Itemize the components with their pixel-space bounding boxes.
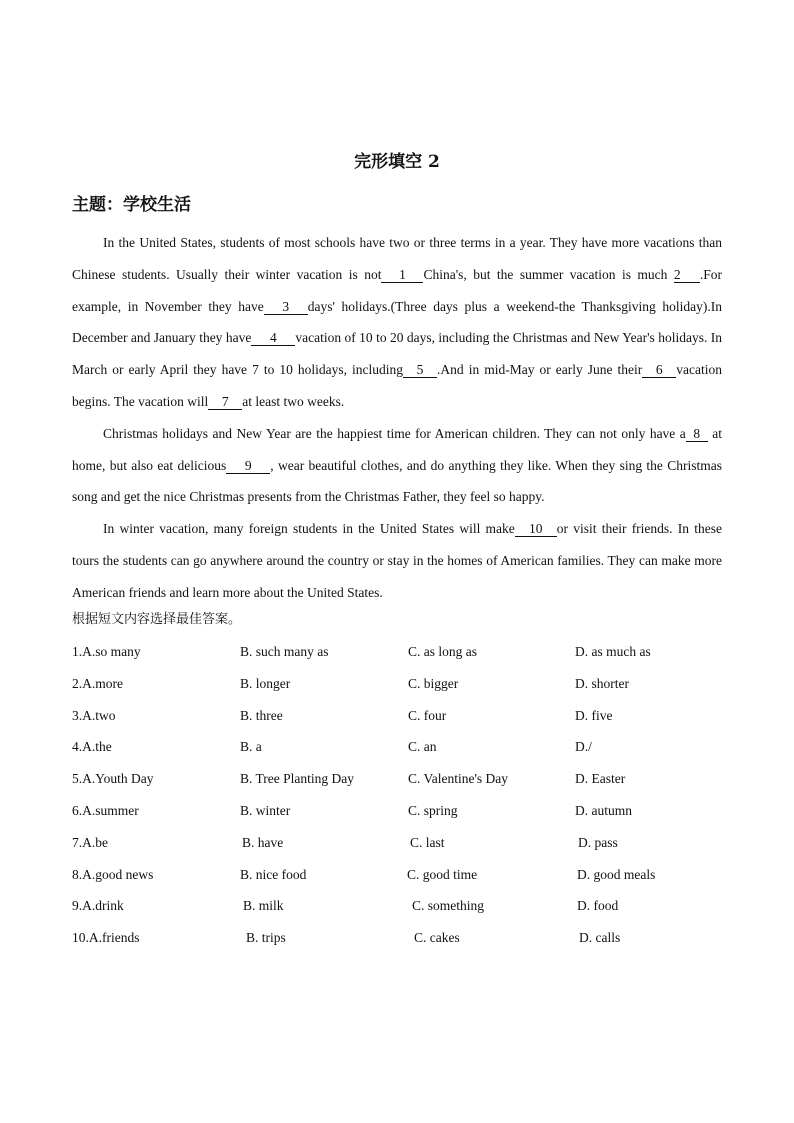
- passage: [72, 227, 722, 609]
- blank-3: 3: [264, 300, 308, 315]
- option-c: C. as long as: [408, 644, 477, 659]
- blank-5: 5: [403, 363, 437, 378]
- page-title: 完形填空 2: [354, 152, 440, 172]
- blank-8: 8: [686, 427, 708, 442]
- option-d: D. good meals: [577, 866, 656, 882]
- option-b: B. a: [240, 739, 262, 755]
- option-b: B. trips: [246, 930, 286, 946]
- instruction: 根据短文内容选择最佳答案。: [72, 612, 242, 627]
- option-a: 8.A.good news: [72, 866, 154, 882]
- option-a: 2.A.more: [72, 675, 123, 691]
- question-row: [72, 827, 732, 859]
- option-b: B. Tree Planting Day: [240, 771, 355, 787]
- passage-text: or visit their friends. In these tours the students can go anywhere around the country or stay in the homes of American families. They can make more American friends and learn more about the United States.: [72, 521, 722, 600]
- blank-2: 2: [674, 268, 700, 283]
- passage-text: at least two weeks.: [242, 393, 345, 409]
- passage-text: .For example, in November they have: [72, 266, 722, 314]
- option-d: D. five: [575, 707, 613, 723]
- option-c: C. last: [410, 834, 445, 850]
- option-d: D. as much as: [575, 644, 651, 659]
- question-row: [72, 668, 732, 700]
- blank-9: 9: [226, 459, 270, 474]
- option-b: B. nice food: [240, 866, 307, 882]
- passage-text: vacation of 10 to 20 days, including the Christmas and New Year's holidays. In March or early April they have 7 to 10 holidays, including: [72, 330, 723, 378]
- option-c: C. something: [412, 898, 485, 914]
- passage-text: In the United States, students of most schools have two or three terms in a year. They have more vacations than Chinese students. Usually their winter vacation is not: [72, 235, 722, 282]
- option-d: D. pass: [578, 834, 618, 850]
- question-row: [72, 890, 732, 922]
- option-d: D. Easter: [575, 771, 626, 787]
- passage-text: days' holidays.(Three days plus a weekend-the Thanksgiving holiday).In December and January they have: [72, 298, 723, 346]
- option-d: D. shorter: [575, 675, 629, 691]
- option-d: D. autumn: [575, 802, 632, 818]
- passage-text: In winter vacation, many foreign students in the United States will make: [103, 521, 515, 537]
- option-b: B. such many as: [240, 644, 329, 659]
- option-a: 7.A.be: [72, 834, 108, 850]
- option-b: B. milk: [243, 898, 284, 914]
- blank-6: 6: [642, 363, 676, 378]
- question-row: [72, 763, 732, 795]
- passage-text: at home, but also eat delicious: [72, 425, 723, 473]
- blank-10: 10: [515, 522, 557, 537]
- option-c: C. Valentine's Day: [408, 771, 509, 787]
- passage-text: , wear beautiful clothes, and do anything they like. When they sing the Christmas song and get the nice Christmas presents from the Christmas Father, they feel so happy.: [72, 457, 723, 505]
- blank-7: 7: [208, 395, 242, 410]
- paragraph-2: [72, 418, 722, 513]
- question-row: [72, 731, 732, 763]
- option-d: D./: [575, 739, 592, 755]
- question-row: [72, 859, 732, 891]
- option-c: C. spring: [408, 802, 458, 818]
- option-a: 5.A.Youth Day: [72, 771, 154, 787]
- option-d: D. calls: [579, 930, 621, 946]
- option-b: B. winter: [240, 802, 291, 818]
- question-options: [72, 636, 732, 954]
- option-c: C. four: [408, 707, 447, 723]
- passage-text: .And in mid-May or early June their: [437, 362, 643, 378]
- option-c: C. cakes: [414, 930, 460, 946]
- option-b: B. three: [240, 707, 283, 723]
- question-row: [72, 636, 732, 668]
- option-a: 4.A.the: [72, 739, 112, 755]
- option-d: D. food: [577, 898, 619, 914]
- blank-1: 1: [381, 268, 423, 283]
- option-c: C. an: [408, 739, 437, 755]
- question-row: [72, 922, 732, 954]
- option-a: 3.A.two: [72, 707, 116, 723]
- option-a: 1.A.so many: [72, 644, 141, 659]
- paragraph-3: [72, 513, 722, 608]
- paragraph-1: [72, 227, 722, 418]
- blank-4: 4: [251, 331, 295, 346]
- option-b: B. have: [242, 834, 284, 850]
- theme-heading: 主题：学校生活: [72, 195, 191, 215]
- option-c: C. good time: [407, 866, 478, 882]
- passage-text: vacation begins. The vacation will: [72, 362, 722, 409]
- passage-text: Christmas holidays and New Year are the happiest time for American children. They can not only have a: [103, 425, 686, 441]
- question-row: [72, 700, 732, 732]
- option-b: B. longer: [240, 675, 291, 691]
- question-row: [72, 795, 732, 827]
- option-a: 9.A.drink: [72, 898, 124, 914]
- passage-text: China's, but the summer vacation is much: [423, 266, 674, 282]
- option-a: 10.A.friends: [72, 930, 140, 946]
- option-c: C. bigger: [408, 675, 459, 691]
- option-a: 6.A.summer: [72, 802, 139, 818]
